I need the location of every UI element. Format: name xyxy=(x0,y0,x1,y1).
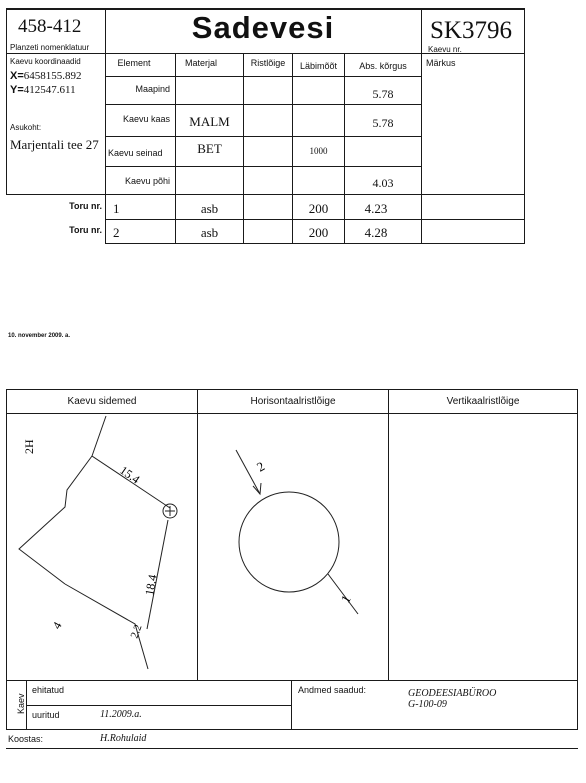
header-diameter: Läbimõõt xyxy=(299,61,338,71)
row-abs-height: 5.78 xyxy=(372,87,394,101)
coordinate-y-label: Y= xyxy=(10,84,24,96)
map-nomenclature-caption: Planzeti nomenklatuur xyxy=(10,43,90,52)
built-label: ehitatud xyxy=(32,685,65,695)
well-number: SK3796 xyxy=(430,17,512,44)
panel-title-horizontal: Horisontaalristlõige xyxy=(250,396,336,407)
coordinate-x xyxy=(10,70,82,82)
header-element: Element xyxy=(117,58,151,68)
pipe-number: 1 xyxy=(113,201,120,216)
row-diameter: 1000 xyxy=(309,146,328,156)
header-abs-height: Abs. kõrgus xyxy=(359,61,407,71)
side-label: Kaev xyxy=(16,693,26,714)
boundary-line-left xyxy=(19,456,92,584)
sketch-label-long-dim: 18.4 xyxy=(142,573,160,597)
pipe-diameter: 200 xyxy=(308,225,329,240)
pipe-material: asb xyxy=(200,225,219,240)
row-abs-height: 4.03 xyxy=(372,176,394,190)
well-circle xyxy=(239,492,339,592)
pipe-label: Toru nr. xyxy=(69,225,102,235)
boundary-line-top xyxy=(92,416,170,508)
row-abs-height: 5.78 xyxy=(372,116,394,130)
connections-sketch xyxy=(7,414,197,680)
header-material: Materjal xyxy=(184,58,217,68)
header-notes: Märkus xyxy=(426,58,456,68)
pipe-label-a: 2 xyxy=(254,458,268,475)
data-source-value-line1: GEODEESIABÜROO xyxy=(408,688,497,699)
map-nomenclature: 458-412 xyxy=(18,16,82,37)
coordinate-y xyxy=(10,84,76,96)
surveyed-label: uuritud xyxy=(32,710,60,720)
row-element-label: Kaevu seinad xyxy=(108,148,163,158)
surveyed-value: 11.2009.a. xyxy=(100,709,142,720)
pipe-arrow-in xyxy=(236,450,260,494)
sketch-label-bottom-small: 2.2 xyxy=(128,623,145,641)
location-value: Marjentali tee 27 xyxy=(10,137,99,152)
sketch-label-upper-dim: 15.4 xyxy=(117,462,143,487)
coordinate-x-label: X= xyxy=(10,70,24,82)
row-material: BET xyxy=(197,141,222,156)
row-element-label: Kaevu põhi xyxy=(124,176,170,186)
date-note: 10. november 2009. a. xyxy=(8,333,71,339)
author-label: Koostas: xyxy=(8,734,44,744)
sketch-label-bottom-left: 4 xyxy=(49,619,65,632)
coordinate-x-value: 6458155.892 xyxy=(23,70,82,82)
well-number-caption: Kaevu nr. xyxy=(428,45,462,54)
page-title: Sadevesi xyxy=(191,10,335,45)
panel-title-vertical: Vertikaalristlõige xyxy=(446,396,520,407)
coordinate-y-value: 412547.611 xyxy=(23,84,76,96)
pipe-label: Toru nr. xyxy=(69,201,102,211)
row-material: MALM xyxy=(189,114,230,129)
pipe-number: 2 xyxy=(113,225,120,240)
panel-title-connections: Kaevu sidemed xyxy=(67,396,137,407)
pipe-label-b: 1 xyxy=(337,592,354,606)
data-source-value-line2: G-100-09 xyxy=(408,699,447,710)
horizontal-section-drawing xyxy=(198,414,388,680)
data-source-label: Andmed saadud: xyxy=(298,685,367,695)
pipe-diameter: 200 xyxy=(308,201,329,216)
coordinates-caption: Kaevu koordinaadid xyxy=(10,57,81,66)
sketch-label-top-left: 2H xyxy=(22,439,36,454)
location-caption: Asukoht: xyxy=(10,123,42,132)
pipe-material: asb xyxy=(200,201,219,216)
pipe-abs-height: 4.28 xyxy=(364,225,388,240)
row-element-label: Maapind xyxy=(135,84,170,94)
header-cross-section: Ristlõige xyxy=(250,58,286,68)
author-value: H.Rohulaid xyxy=(100,733,147,744)
row-element-label: Kaevu kaas xyxy=(122,114,170,124)
pipe-abs-height: 4.23 xyxy=(364,201,388,216)
